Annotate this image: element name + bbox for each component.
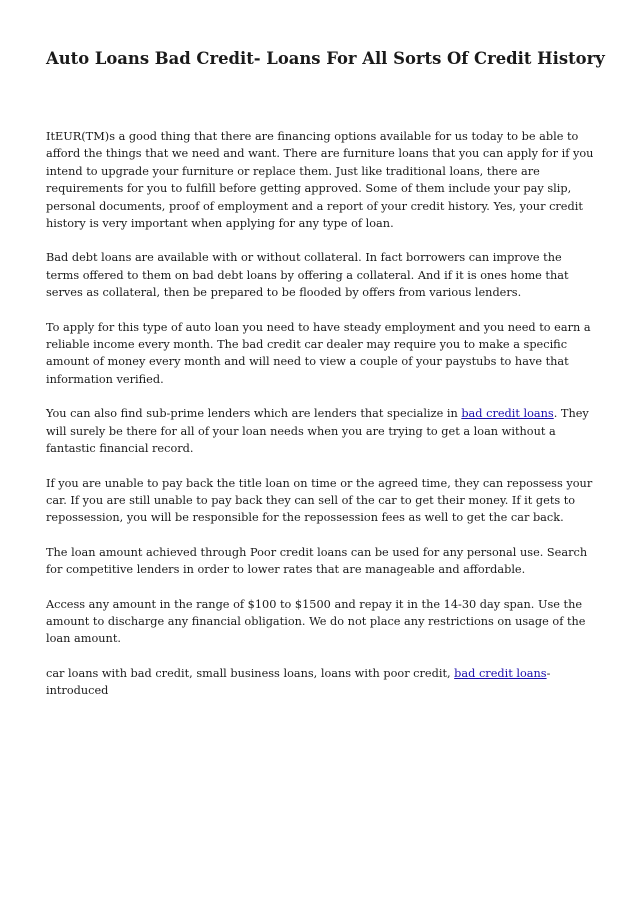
paragraph-7: Access any amount in the range of $100 to $1500 and repay it in the 14-30 day span. Use the amount to discharge any financial obligation. We do not place any restrictions on usage of the loan amount. [46,597,586,646]
paragraph-3: To apply for this type of auto loan you need to have steady employment and you need to earn a reliable income every month. The bad credit car dealer may require you to make a specific amount of money every month and will need to view a couple of your paystubs to have that information verified. [46,320,591,386]
tags-text-before: car loans with bad credit, small business loans, loans with poor credit, [46,666,455,680]
paragraph-5: If you are unable to pay back the title loan on time or the agreed time, they can repossess your car. If you are still unable to pay back they can sell of the car to get their money. If it gets to repossession, you will be responsible for the repossession fees as well to get the car back. [46,476,593,525]
article-body [46,128,594,717]
tags-paragraph [46,665,594,700]
paragraph-1: ItEUR(TM)s a good thing that there are financing options available for us today to be able to afford the things that we need and want. There are furniture loans that you can apply for if you intend to upgrade your furniture or replace them. Just like traditional loans, there are requirements for you to fulfill before getting approved. Some of them include your pay slip, personal documents, proof of employment and a report of your credit history. Yes, your credit history is very important when applying for any type of loan. [46,130,594,231]
bad-credit-loans-tag-link[interactable]: bad credit loans [454,666,547,680]
paragraph-4 [46,405,594,457]
page-title: Auto Loans Bad Credit- Loans For All Sorts Of Credit History [46,49,605,68]
bad-credit-loans-link[interactable]: bad credit loans [461,407,554,421]
paragraph-6: The loan amount achieved through Poor credit loans can be used for any personal use. Search for competitive lenders in order to lower rates that are manageable and affordable. [46,545,588,577]
paragraph-4-text-after: . They will surely be there for all of your loan needs when you are trying to get a loan without a fantastic financial record. [46,407,589,456]
tags-text-after: -introduced [46,666,551,698]
paragraph-2: Bad debt loans are available with or without collateral. In fact borrowers can improve the terms offered to them on bad debt loans by offering a collateral. And if it is ones home that serves as collateral, then be prepared to be flooded by offers from various lenders. [46,251,569,300]
paragraph-4-text-before: You can also find sub-prime lenders which are lenders that specialize in [46,407,462,421]
